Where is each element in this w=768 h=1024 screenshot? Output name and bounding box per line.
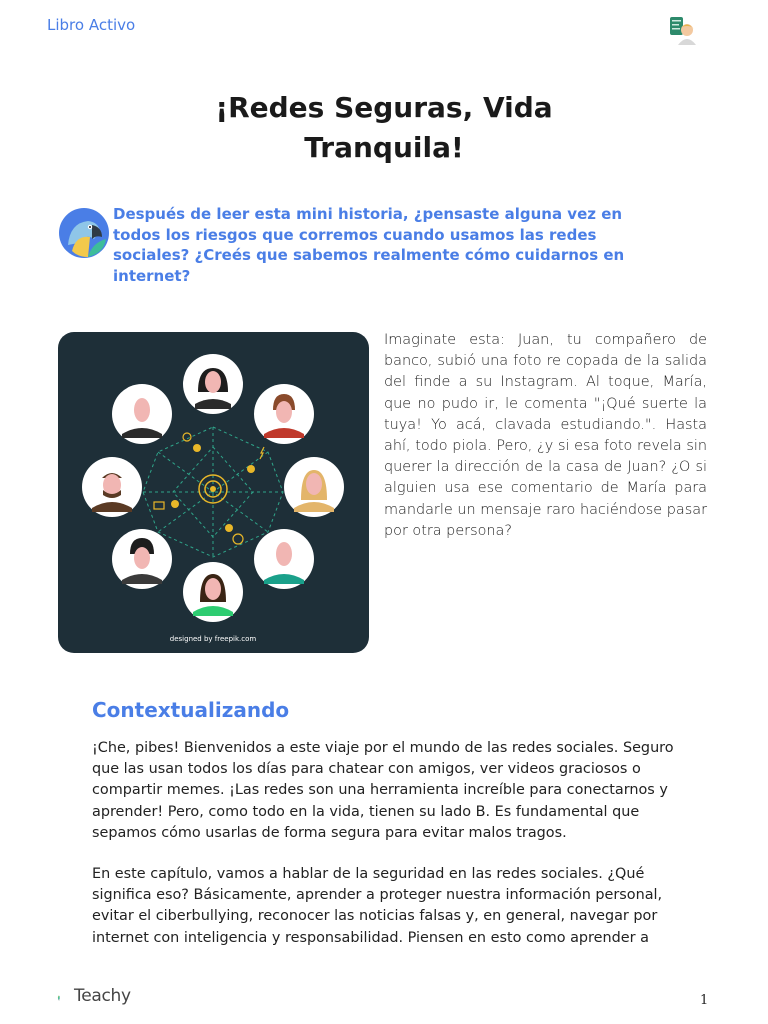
avatar-bottom-left — [112, 529, 172, 589]
book-label: Libro Activo — [47, 16, 136, 34]
avatar-right — [284, 457, 344, 517]
page-number: 1 — [700, 993, 709, 1008]
teachy-logo-icon — [57, 985, 73, 1011]
avatar-top — [183, 354, 243, 414]
context-paragraph-1: ¡Che, pibes! Bienvenidos a este viaje por el mundo de las redes sociales. Seguro que las usan todos los días para chatear con amigos, ver videos graciosos o compartir memes. ¡Las redes son una herramienta increíble para conectarnos y aprender! Pero, como todo en la vida, tienen su lado B. Es fundamental que sepamos cómo usarlas de forma segura para evitar malos tragos. — [92, 740, 674, 841]
title-line-2: Tranquila! — [304, 131, 464, 164]
parrot-icon — [58, 205, 110, 261]
page-title — [150, 88, 618, 168]
avatar-top-left — [112, 384, 172, 444]
illustration-credit: designed by freepik.com — [169, 635, 257, 643]
social-network-illustration — [58, 332, 369, 653]
story-paragraph: Imaginate esta: Juan, tu compañero de banco, subió una foto re copada de la salida del finde a su Instagram. Al toque, María, que no pudo ir, le comenta "¡Qué suerte la tuya! Yo acá, clavada estudiando.". Hasta ahí, todo piola. Pero, ¿y si esa foto revela sin querer la dirección de la casa de Juan? ¿O si alguien usa ese comentario de María para mandarle un mensaje raro haciéndose pasar por otra persona? — [384, 332, 707, 539]
title-line-1: ¡Redes Seguras, Vida — [215, 91, 553, 124]
network-graphic — [58, 332, 369, 653]
reflection-question: Después de leer esta mini historia, ¿pensaste alguna vez en todos los riesgos que corremos cuando usamos las redes sociales? ¿Creés que sabemos realmente cómo cuidarnos en internet? — [113, 205, 625, 285]
context-paragraph-2: En este capítulo, vamos a hablar de la seguridad en las redes sociales. ¿Qué significa eso? Básicamente, aprender a proteger nuestra información personal, evitar el ciberbullying, reconocer las noticias falsas y, en general, navegar por internet con inteligencia y responsabilidad. Piensen en esto como aprender a — [92, 866, 663, 946]
avatar-bottom-right — [254, 529, 314, 589]
avatar-top-right — [254, 384, 314, 444]
teacher-icon — [668, 15, 698, 45]
footer-brand: Teachy — [74, 986, 131, 1006]
avatar-left — [82, 457, 142, 517]
section-title: Contextualizando — [92, 698, 290, 722]
avatar-bottom — [183, 562, 243, 622]
